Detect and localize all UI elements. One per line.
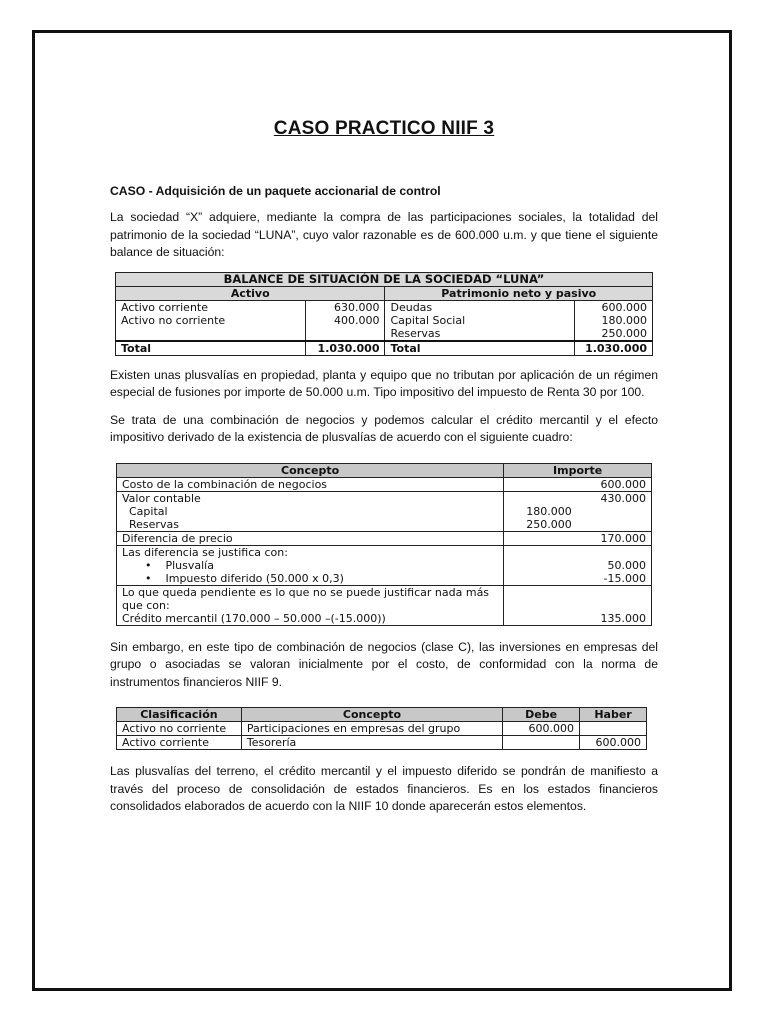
- table-row: • Impuesto diferido (50.000 x 0,3) -15.000: [117, 572, 652, 586]
- entry-table: [116, 707, 647, 750]
- bullet-icon: •: [145, 558, 166, 572]
- table-row: Activo no corriente 400.000 Capital Social 180.000: [116, 314, 653, 327]
- paragraph-plusvalias: Existen unas plusvalías en propiedad, planta y equipo que no tributan por aplicación de un régimen especial de fusiones por importe de 50.000 u.m. Tipo impositivo del impuesto de Renta 30 por 100.: [110, 367, 658, 399]
- haber-header: Haber: [580, 708, 647, 722]
- document-body: [110, 118, 658, 826]
- concept-table: [116, 463, 652, 626]
- concept-header: Concepto: [117, 463, 504, 477]
- document-title: CASO PRACTICO NIIF 3: [273, 118, 495, 139]
- balance-activo-header: Activo: [116, 286, 385, 300]
- paragraph-clase-c: Sin embargo, en este tipo de combinación de negocios (clase C), las inversiones en empresas del grupo o asociadas se valoran inicialmente por el costo, de conformidad con la norma de instrumentos financieros NIIF 9.: [110, 639, 658, 689]
- table-row: Las diferencia se justifica con:: [117, 545, 652, 559]
- table-row: Activo no corriente Participaciones en empresas del grupo 600.000: [117, 722, 647, 736]
- table-row: • Plusvalía 50.000: [117, 559, 652, 572]
- case-heading: CASO - Adquisición de un paquete accionarial de control: [110, 184, 441, 198]
- balance-pasivo-header: Patrimonio neto y pasivo: [385, 286, 653, 300]
- table-row: Capital 180.000: [117, 505, 652, 518]
- balance-caption: BALANCE DE SITUACIÓN DE LA SOCIEDAD “LUNA”: [116, 272, 653, 286]
- table-row: Lo que queda pendiente es lo que no se puede justificar nada más que con: Crédito mercantil (170.000 – 50.000 –(-15.000)) 135.000: [117, 585, 652, 625]
- paragraph-consolidacion: Las plusvalías del terreno, el crédito mercantil y el impuesto diferido se pondrán de manifiesto a través del proceso de consolidación de estados financieros. Es en los estados financieros consolidados elaborados de acuerdo con la NIIF 10 donde aparecerán estos elementos.: [110, 764, 658, 813]
- paragraph-intro: La sociedad “X” adquiere, mediante la compra de las participaciones sociales, la totalidad del patrimonio de la sociedad “LUNA”, cuyo valor razonable es de 600.000 u.m. y que tiene el siguiente balance de situación:: [110, 210, 658, 259]
- table-row: Diferencia de precio 170.000: [117, 531, 652, 545]
- table-row: Activo corriente Tesorería 600.000: [117, 736, 647, 750]
- concepto-header: Concepto: [241, 708, 502, 722]
- table-row: Valor contable 430.000: [117, 491, 652, 505]
- debe-header: Debe: [503, 708, 580, 722]
- table-row: Reservas 250.000: [116, 327, 653, 341]
- importe-header: Importe: [504, 463, 652, 477]
- clasificacion-header: Clasificación: [117, 708, 242, 722]
- table-row: Costo de la combinación de negocios 600.000: [117, 477, 652, 491]
- bullet-icon: •: [145, 571, 166, 585]
- balance-table: [115, 272, 653, 356]
- paragraph-combinacion: Se trata de una combinación de negocios y podemos calcular el crédito mercantil y el efecto impositivo derivado de la existencia de plusvalías de acuerdo con el siguiente cuadro:: [110, 412, 658, 444]
- table-row: Reservas 250.000: [117, 518, 652, 532]
- table-row: Activo corriente 630.000 Deudas 600.000: [116, 300, 653, 314]
- balance-total-row: Total 1.030.000 Total 1.030.000: [116, 341, 653, 356]
